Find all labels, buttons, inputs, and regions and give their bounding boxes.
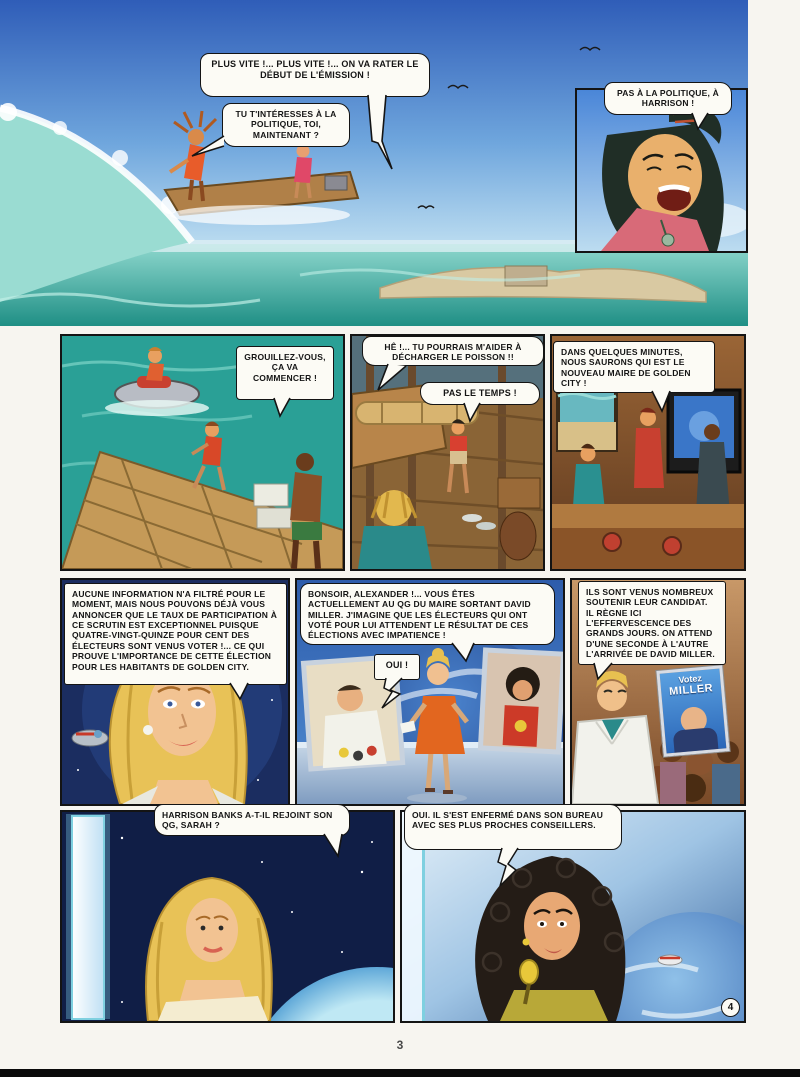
speech-bubble-minutes: DANS QUELQUES MINUTES, NOUS SAURONS QUI EST LE NOUVEAU MAIRE DE GOLDEN CITY ! xyxy=(553,341,715,393)
speech-bubble-harrison: PAS À LA POLITIQUE, À HARRISON ! xyxy=(604,82,732,115)
bubble-tail xyxy=(450,643,476,665)
poster-votez: Votez xyxy=(678,673,703,686)
bubble-tail xyxy=(272,398,292,420)
speech-bubble-harrison-qg: HARRISON BANKS A-T-IL REJOINT SON QG, SARAH ? xyxy=(154,804,350,836)
speech-bubble-politique: TU T'INTÉRESSES À LA POLITIQUE, TOI, MAINTENANT ? xyxy=(222,103,350,147)
speech-bubble-grouillez: GROUILLEZ-VOUS, ÇA VA COMMENCER ! xyxy=(236,346,334,400)
votez-miller-poster xyxy=(656,665,729,756)
speech-bubble-enferme: OUI. IL S'EST ENFERMÉ DANS SON BUREAU AVEC SES PLUS PROCHES CONSEILLERS. xyxy=(404,804,622,850)
bubble-tail xyxy=(322,834,346,860)
bubble-tail xyxy=(192,134,226,160)
bubble-tail xyxy=(592,663,614,683)
shipwreck xyxy=(505,266,547,286)
speech-bubble-bonsoir: BONSOIR, ALEXANDER !... VOUS ÊTES ACTUELLEMENT AU QG DU MAIRE SORTANT DAVID MILLER. J'IMAGINE QUE LES ÉLECTEURS QUI ONT VOTÉ POUR LUI ATTENDENT LE RÉSULTAT DE CES ÉLECTIONS AVEC IMPATIENCE ! xyxy=(300,583,555,645)
speech-bubble-he-poisson: HÊ !... TU POURRAIS M'AIDER À DÉCHARGER LE POISSON !! xyxy=(362,336,544,366)
bubble-tail-zigzag xyxy=(494,848,524,890)
speech-bubble-ils-sont-venus: ILS SONT VENUS NOMBREUX SOUTENIR LEUR CANDIDAT. IL RÈGNE ICI L'EFFERVESCENCE DES GRANDS JOURS. ON ATTEND D'UNE SECONDE À L'AUTRE L'ARRIVÉE DE DAVID MILLER. xyxy=(578,581,726,665)
bubble-tail-zigzag xyxy=(380,678,408,712)
bubble-tail xyxy=(366,95,398,173)
bubble-tail xyxy=(378,364,408,394)
boat-motor xyxy=(325,176,347,190)
poster-candidate-suit xyxy=(673,727,719,753)
bar-counter xyxy=(552,504,744,528)
small-spaceship xyxy=(72,730,108,746)
glowing-doorway xyxy=(66,814,110,1019)
scan-bottom-bar xyxy=(0,1069,800,1077)
panel-corner-number: 4 xyxy=(721,998,740,1017)
small-spacecraft xyxy=(658,955,682,965)
poster-miller: MILLER xyxy=(668,682,714,698)
bubble-tail xyxy=(690,113,712,133)
speech-bubble-pas-le-temps: PAS LE TEMPS ! xyxy=(420,382,540,405)
speech-bubble-aucune-info: AUCUNE INFORMATION N'A FILTRÉ POUR LE MOMENT, MAIS NOUS POUVONS DÉJÀ VOUS ANNONCER QUE LE TAUX DE PARTICIPATION À CE SCRUTIN EST EXCEPTIONNEL PUISQUE QUATRE-VINGT-QUINZE POUR CENT DES ÉLECTEURS SONT VENUS VOTER !... CE QUI PROUVE L'IMPORTANCE DE CETTE ÉLECTION POUR LES HABITANTS DE GOLDEN CITY. xyxy=(64,583,287,685)
bubble-tail xyxy=(650,391,672,415)
speech-bubble-plus-vite: PLUS VITE !... PLUS VITE !... ON VA RATER LE DÉBUT DE L'ÉMISSION ! xyxy=(200,53,430,97)
speech-bubble-oui: OUI ! xyxy=(374,654,420,680)
microphone xyxy=(520,960,538,984)
bubble-tail xyxy=(462,403,482,425)
bubble-tail xyxy=(228,683,250,703)
floating-screen-right xyxy=(480,650,563,752)
page-number: 3 xyxy=(396,1038,404,1052)
